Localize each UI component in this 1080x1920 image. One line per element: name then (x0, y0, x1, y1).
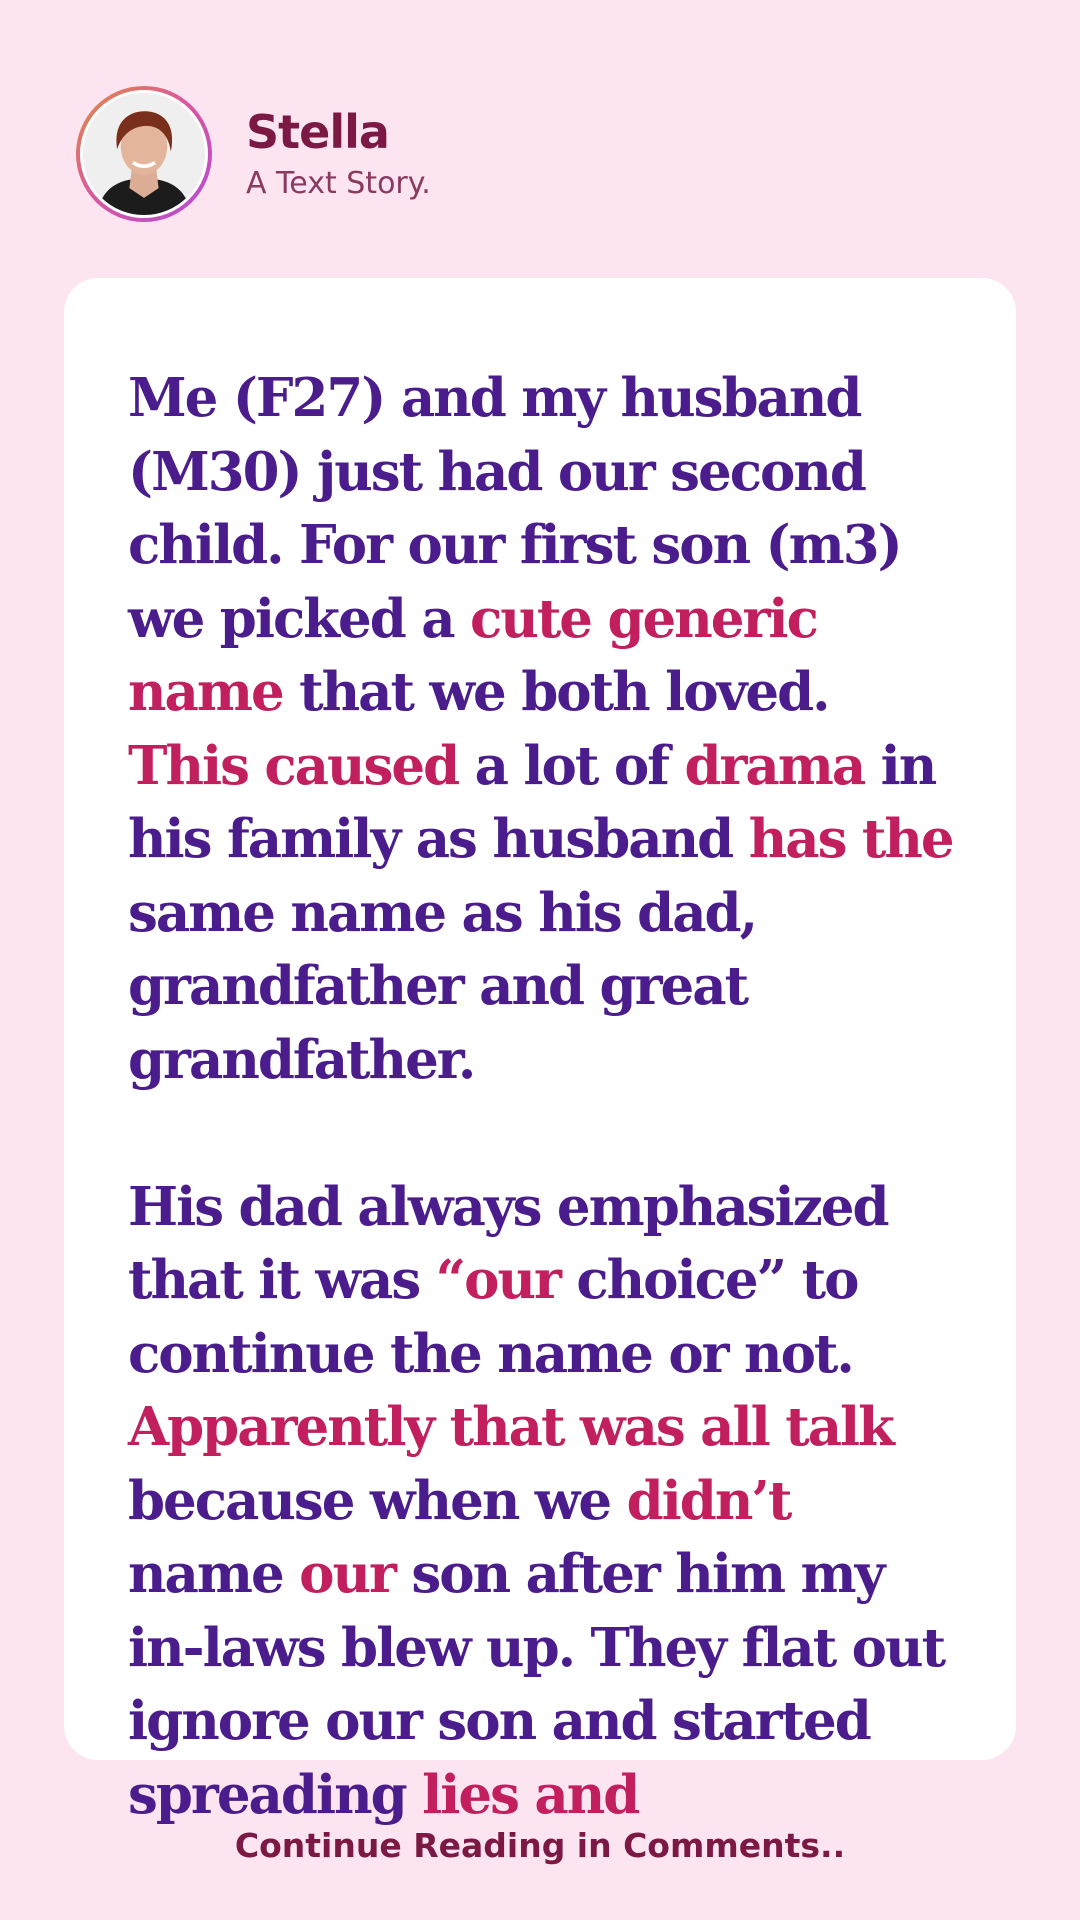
story-highlight: lies and (422, 1763, 639, 1826)
author-info (246, 104, 431, 204)
story-highlight: has the (748, 808, 953, 870)
story-highlight: “our (435, 1249, 560, 1311)
story-text: His dad always emphasized that it was (128, 1175, 888, 1311)
author-subtitle: A Text Story. (246, 166, 431, 201)
story-paragraph-1 (128, 362, 960, 1097)
story-card (64, 278, 1016, 1826)
story-text: a lot of (458, 734, 685, 797)
story-highlight: drama (684, 734, 865, 797)
continue-reading-link[interactable]: Continue Reading in Comments.. (234, 1826, 846, 1865)
story-highlight: This caused (128, 734, 459, 797)
profile-photo-icon (80, 90, 208, 218)
story-header (76, 86, 431, 222)
story-highlight: didn’t (626, 1469, 791, 1532)
story-paragraph-2 (128, 1171, 960, 1833)
story-text: because when we (128, 1469, 627, 1532)
story-text: choice” to continue the name or not. (128, 1249, 858, 1385)
avatar[interactable] (76, 86, 212, 222)
story-text: son after him my in-laws blew up. They flat out ignore our son and started spreading (128, 1543, 945, 1826)
story-text: that we both loved. (282, 661, 829, 723)
story-text: in his family as husband (128, 734, 936, 870)
story-text: same name as his dad, grandfather and great grandfather. (128, 881, 757, 1091)
story-text: name (128, 1543, 300, 1605)
story-highlight: our (299, 1543, 395, 1605)
story-highlight: cute generic name (128, 587, 817, 723)
author-name[interactable]: Stella (246, 105, 389, 159)
story-text: Me (F27) and my husband (M30) just had our second child. For our first son (m3) we picked a (128, 367, 901, 650)
story-highlight: Apparently that was all talk (128, 1396, 893, 1458)
